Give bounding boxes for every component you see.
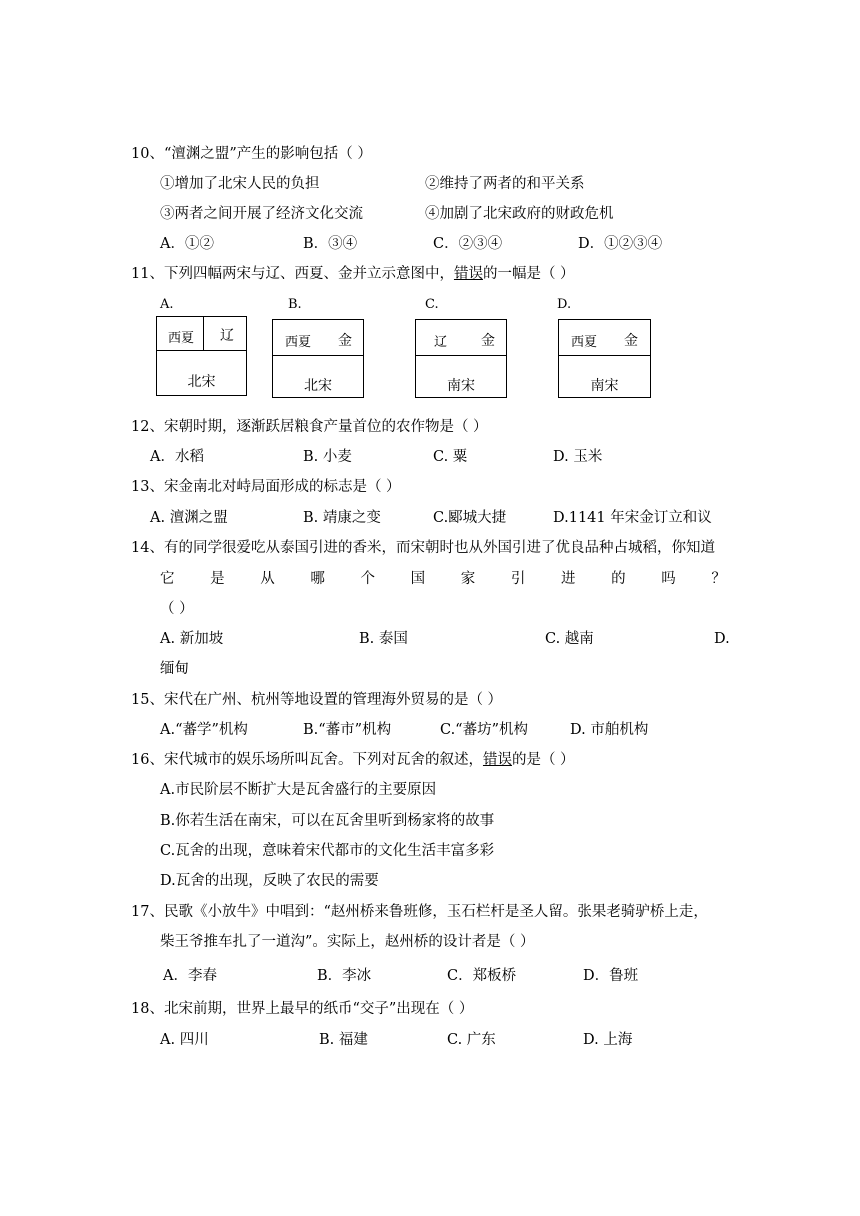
q15-option-a: A.“蕃学”机构 — [160, 722, 248, 738]
q11-map-c-bottom: 南宋 — [447, 378, 475, 394]
q10-stem: 10、“澶渊之盟”产生的影响包括（ ） — [131, 146, 372, 162]
q14-char: 个 — [360, 571, 375, 587]
q18-option-b: B. 福建 — [319, 1032, 368, 1048]
q11-map-d-right: 金 — [624, 333, 638, 349]
q15-option-c: C.“蕃坊”机构 — [440, 722, 529, 738]
q16-option-d: D.瓦舍的出现，反映了农民的需要 — [160, 873, 379, 889]
q10-option-b: B．③④ — [303, 236, 358, 252]
q10-item-3: ③两者之间开展了经济文化交流 — [160, 206, 363, 222]
q11-stem-suffix: 的一幅是（ ） — [482, 266, 575, 282]
q18-option-c: C. 广东 — [447, 1032, 496, 1048]
q10-option-a: A．①② — [160, 236, 214, 252]
q14-stem-line-3: （ ） — [160, 601, 194, 617]
q14-char: 进 — [561, 571, 576, 587]
q13-option-a: A. 澶渊之盟 — [150, 510, 228, 526]
q17-stem-line-1: 17、民歌《小放牛》中唱到：“赵州桥来鲁班修，玉石栏杆是圣人留。张果老骑驴桥上走， — [131, 904, 708, 920]
q12-option-d: D. 玉米 — [553, 449, 603, 465]
q14-char: 的 — [611, 571, 626, 587]
q14-stem-line-1: 14、有的同学很爱吃从泰国引进的香米，而宋朝时也从外国引进了优良品种占城稻，你知道 — [131, 540, 715, 556]
q17-option-c: C．郑板桥 — [447, 968, 517, 984]
q14-char: 吗 — [661, 571, 676, 587]
q13-option-b: B. 靖康之变 — [303, 510, 381, 526]
q12-option-a: A．水稻 — [150, 449, 204, 465]
q14-stem-line-2 — [160, 569, 726, 589]
q12-option-c: C. 粟 — [433, 449, 468, 465]
q11-stem-underlined: 错误 — [453, 266, 483, 282]
q16-stem-prefix: 16、宋代城市的娱乐场所叫瓦舍。下列对瓦舍的叙述， — [131, 752, 483, 768]
q15-stem: 15、宋代在广州、杭州等地设置的管理海外贸易的是（ ） — [131, 692, 503, 708]
q11-map-b — [272, 319, 364, 398]
q14-option-d: D. — [714, 631, 730, 647]
q11-map-c-label: C. — [425, 297, 439, 312]
q11-map-d-label: D. — [557, 297, 572, 312]
q11-map-c — [415, 319, 507, 398]
q17-option-a: A．李春 — [163, 968, 217, 984]
q11-map-c-left: 辽 — [434, 335, 448, 350]
q16-option-c: C.瓦舍的出现，意味着宋代都市的文化生活丰富多彩 — [160, 843, 495, 859]
q16-stem-underlined: 错误 — [482, 752, 512, 768]
q17-option-d: D．鲁班 — [583, 968, 639, 984]
q11-map-c-right: 金 — [481, 333, 495, 349]
q11-map-a-divider — [203, 317, 204, 350]
q14-char: 从 — [260, 571, 275, 587]
q17-option-b: B．李冰 — [317, 968, 372, 984]
q17-stem-line-2: 柴王爷推车扎了一道沟”。实际上，赵州桥的设计者是（ ） — [160, 934, 535, 950]
q11-map-d — [558, 319, 651, 398]
q11-map-a-right: 辽 — [220, 328, 234, 344]
q15-option-b: B.“蕃市”机构 — [303, 722, 392, 738]
q11-stem — [131, 264, 575, 284]
q18-stem: 18、北宋前期，世界上最早的纸币“交子”出现在（ ） — [131, 1001, 474, 1017]
q10-option-d: D．①②③④ — [578, 236, 663, 252]
q10-item-2: ②维持了两者的和平关系 — [425, 176, 585, 192]
q11-map-a — [156, 316, 247, 396]
q18-option-d: D. 上海 — [583, 1032, 633, 1048]
q14-option-a: A. 新加坡 — [160, 631, 224, 647]
q14-char: 家 — [460, 571, 476, 587]
q14-char: 它 — [160, 571, 175, 587]
q14-char: 国 — [410, 571, 426, 587]
q14-char: 哪 — [310, 571, 325, 587]
q16-option-a: A.市民阶层不断扩大是瓦舍盛行的主要原因 — [160, 782, 437, 798]
q12-option-b: B. 小麦 — [303, 449, 352, 465]
q10-item-1: ①增加了北宋人民的负担 — [160, 176, 320, 192]
q11-map-a-left: 西夏 — [168, 331, 195, 346]
q14-char: ？ — [711, 571, 726, 587]
q13-stem: 13、宋金南北对峙局面形成的标志是（ ） — [131, 479, 401, 495]
q11-map-a-label: A. — [160, 297, 174, 312]
q16-stem — [131, 750, 575, 770]
q14-option-c: C. 越南 — [545, 631, 594, 647]
q16-stem-suffix: 的是（ ） — [511, 752, 575, 768]
q14-char: 引 — [510, 571, 526, 587]
q15-option-d: D. 市舶机构 — [570, 722, 649, 738]
q18-option-a: A. 四川 — [160, 1032, 209, 1048]
q11-map-b-label: B. — [288, 297, 302, 312]
q11-stem-prefix: 11、下列四幅两宋与辽、西夏、金并立示意图中， — [131, 266, 454, 282]
q14-char: 是 — [210, 571, 225, 587]
q12-stem: 12、宋朝时期，逐渐跃居粮食产量首位的农作物是（ ） — [131, 419, 488, 435]
q13-option-c: C.郾城大捷 — [433, 510, 507, 526]
q11-map-b-right: 金 — [338, 333, 352, 349]
q11-map-d-bottom: 南宋 — [590, 378, 619, 394]
q11-map-b-left: 西夏 — [285, 335, 312, 350]
q14-option-d-text: 缅甸 — [160, 661, 189, 677]
q13-option-d: D.1141 年宋金订立和议 — [553, 510, 712, 526]
q10-option-c: C．②③④ — [433, 236, 503, 252]
q11-map-d-left: 西夏 — [571, 335, 598, 350]
q11-map-a-bottom: 北宋 — [187, 374, 216, 390]
q10-item-4: ④加剧了北宋政府的财政危机 — [425, 206, 614, 222]
q16-option-b: B.你若生活在南宋，可以在瓦舍里听到杨家将的故事 — [160, 813, 495, 829]
q11-map-b-bottom: 北宋 — [304, 378, 332, 394]
q14-option-b: B. 泰国 — [359, 631, 408, 647]
